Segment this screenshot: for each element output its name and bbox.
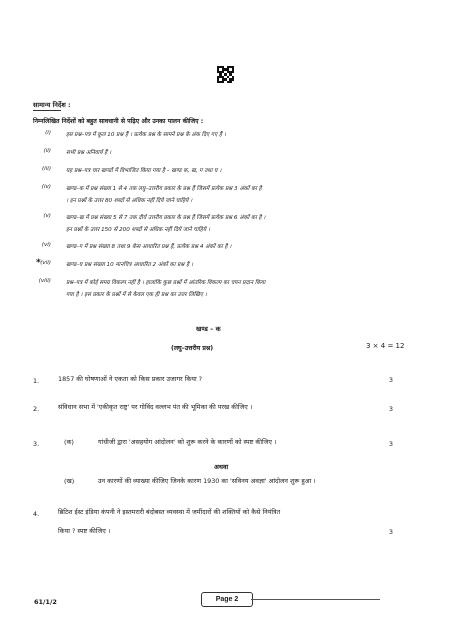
question-marks: 3 <box>388 440 394 448</box>
instruction-number: (iv) <box>41 184 51 190</box>
paper-code: 61/1/2 <box>34 598 57 606</box>
question-number: 3. <box>33 440 40 448</box>
instruction-number: (viii) <box>38 278 51 284</box>
question-text: 1857 की घोषणाओं ने एकता को किस प्रकार उजागर किया ? <box>58 375 203 383</box>
star-marker: * <box>36 258 41 268</box>
question-number: 1. <box>33 377 40 385</box>
instruction-text: गया है । इस प्रकार के प्रश्नों में से केवल एक ही प्रश्न का उत्तर लिखिए । <box>66 292 207 298</box>
instruction-text: खण्ड–ग में प्रश्न संख्या 8 तथा 9 केस आधारित प्रश्न हैं, प्रत्येक प्रश्न 4 अंकों का है । <box>66 244 232 250</box>
question-text-continued: किया ? स्पष्ट कीजिए । <box>58 527 111 535</box>
instruction-text: इन प्रश्नों के उत्तर 150 से 200 शब्दों से अधिक नहीं दिये जाने चाहिये । <box>66 227 210 233</box>
question-part-label: (क) <box>64 438 74 446</box>
instruction-text: खण्ड–क में प्रश्न संख्या 1 से 4 तक लघु–उत्तरीय प्रकार के प्रश्न हैं जिसमें प्रत्येक प्रश्न 3 अंकों का है <box>66 186 262 192</box>
section-marks-formula: 3 × 4 = 12 <box>366 342 405 350</box>
instruction-number: (ii) <box>43 148 51 154</box>
section-subtitle: (लघु–उत्तरीय प्रश्न) <box>171 345 214 352</box>
or-separator: अथवा <box>214 463 229 471</box>
question-marks: 3 <box>388 405 394 413</box>
question-text: गांधीजी द्वारा 'असहयोग आंदोलन' को शुरू करने के कारणों को स्पष्ट कीजिए । <box>98 438 277 446</box>
question-part-label: (ख) <box>64 477 75 485</box>
footer-rule <box>251 599 380 600</box>
question-marks: 3 <box>388 528 394 536</box>
instruction-number: (i) <box>45 130 51 136</box>
instruction-number: (vi) <box>41 242 51 248</box>
instruction-number: (iii) <box>41 166 51 172</box>
heading-underline <box>33 110 61 111</box>
qr-code <box>217 66 234 83</box>
instruction-number: (vii) <box>40 260 51 266</box>
instruction-text: खण्ड–घ प्रश्न संख्या 10 मानचित्र आधारित 2 अंकों का प्रश्न है । <box>66 262 193 268</box>
question-number: 2. <box>33 405 40 413</box>
page-number-box: Page 2 <box>201 592 253 607</box>
instruction-text: प्रश्न–पत्र में कोई समग्र विकल्प नहीं है । हालांकि कुछ प्रश्नों में आंतरिक विकल्प का चयन प्रदान किया <box>66 280 266 286</box>
question-text: उन कारणों की व्याख्या कीजिए जिनके कारण 1930 का 'सविनय अवज्ञा' आंदोलन शुरू हुआ । <box>98 477 316 485</box>
question-marks: 3 <box>388 376 394 384</box>
instruction-text: । इन प्रश्नों के उत्तर 80 शब्दों से अधिक नहीं दिये जाने चाहिये । <box>66 198 193 204</box>
question-text: संविधान सभा में 'एकीकृत राष्ट्र' पर गोविंद वल्लभ पंत की भूमिका की परख कीजिए । <box>58 403 253 411</box>
instruction-number: (v) <box>43 213 51 219</box>
section-title: खण्ड – क <box>196 325 221 333</box>
instruction-text: सभी प्रश्न अनिवार्य हैं । <box>66 150 112 156</box>
general-instructions-heading: सामान्य निर्देश : <box>33 101 71 109</box>
instruction-text: इस प्रश्न–पत्र में कुल 10 प्रश्न हैं । प्रत्येक प्रश्न के सामने प्रश्न के अंक दिए गए हैं । <box>66 132 226 138</box>
instruction-text: यह प्रश्न–पत्र चार खण्डों में विभाजित किया गया है – खण्ड क, ख, ग तथा घ । <box>66 168 222 174</box>
instructions-subheading: निम्नलिखित निर्देशों को बहुत सावधानी से पढ़िए और उनका पालन कीजिए : <box>33 118 204 125</box>
instruction-text: खण्ड–ख में प्रश्न संख्या 5 से 7 तक दीर्घ उत्तरीय प्रकार के प्रश्न हैं जिसमें प्रत्येक प्रश्न 6 अंकों का है । <box>66 215 266 221</box>
question-text: ब्रिटिश ईस्ट इंडिया कंपनी ने इस्तमरारी बंदोबस्त व्यवस्था में जमींदारों की शक्तियों को कैसे नियंत्रित <box>58 508 281 516</box>
question-number: 4. <box>33 510 40 518</box>
